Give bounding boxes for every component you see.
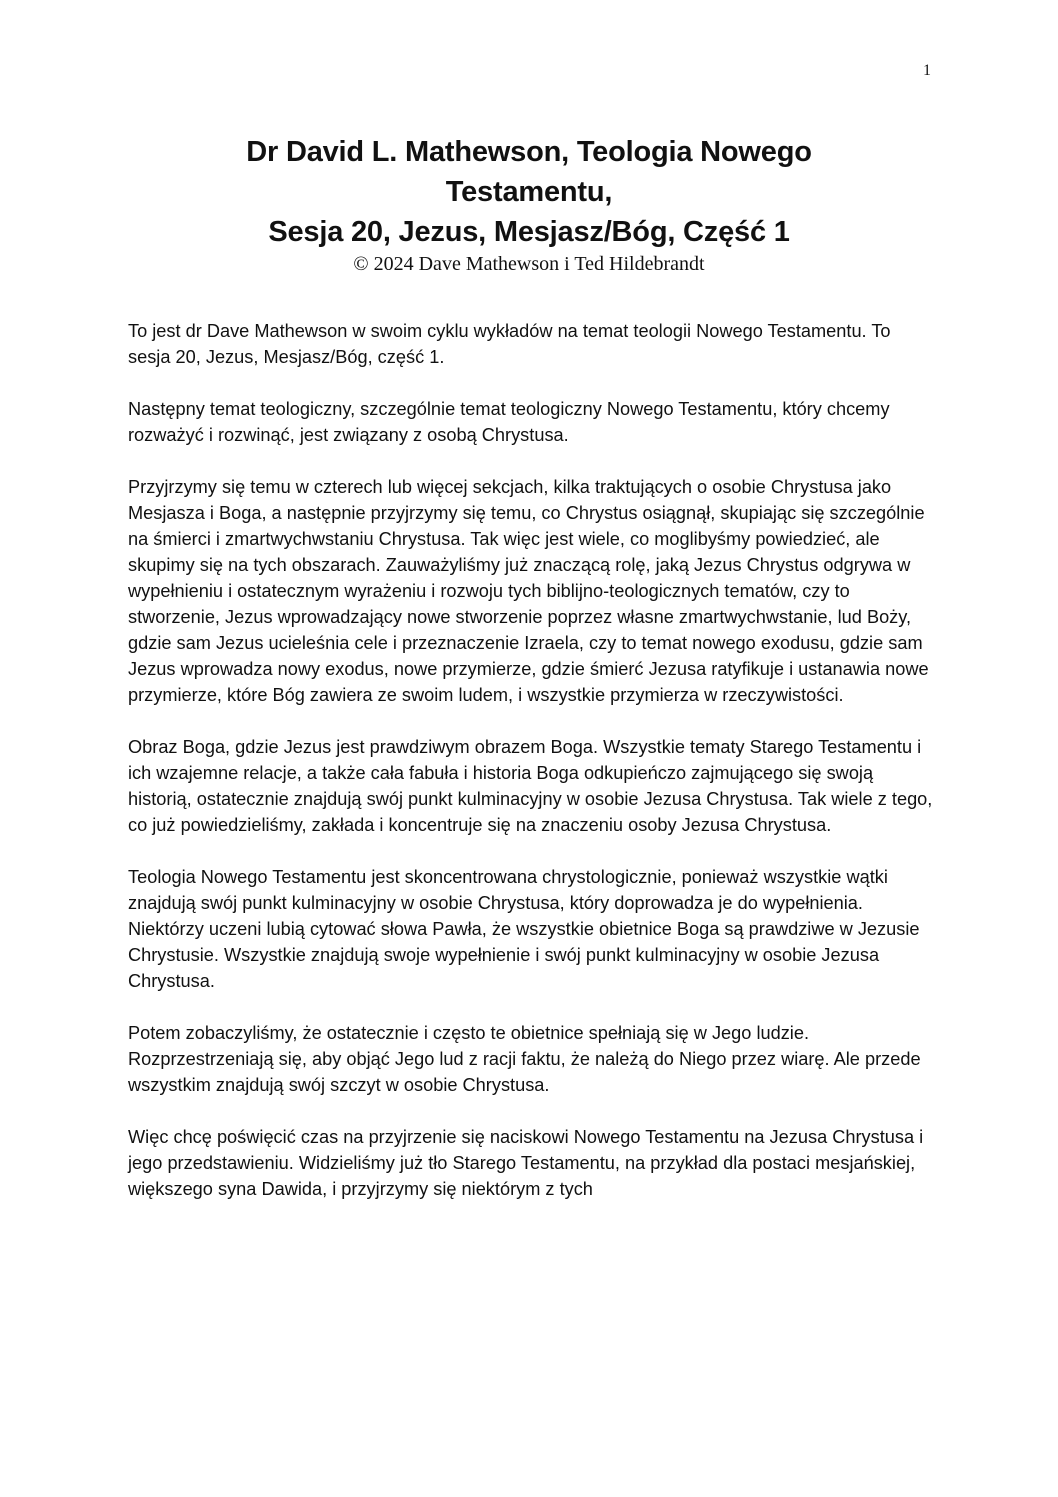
paragraph-5: Teologia Nowego Testamentu jest skoncentrowana chrystologicznie, ponieważ wszystkie wątki znajdują swój punkt kulminacyjny w osobie Chrystusa, który doprowadza je do wypełnienia. Niektórzy uczeni lubią cytować słowa Pawła, że wszystkie obietnice Boga są prawdziwe w Jezusie Chrystusie. Wszystkie znajdują swoje wypełnienie i swój punkt kulminacyjny w osobie Jezusa Chrystusa. [128,867,920,991]
paragraph-4: Obraz Boga, gdzie Jezus jest prawdziwym obrazem Boga. Wszystkie tematy Starego Testamentu i ich wzajemne relacje, a także cała fabuła i historia Boga odkupieńczo zajmującego się swoją historią, ostatecznie znajdują swój punkt kulminacyjny w osobie Jezusa Chrystusa. Tak wiele z tego, co już powiedzieliśmy, zakłada i koncentruje się na znaczeniu osoby Jezusa Chrystusa. [128,737,933,835]
paragraph-6: Potem zobaczyliśmy, że ostatecznie i często te obietnice spełniają się w Jego ludzie. Rozprzestrzeniają się, aby objąć Jego lud z racji faktu, że należą do Niego przez wiarę. Ale przede wszystkim znajdują swój szczyt w osobie Chrystusa. [128,1023,921,1095]
title-line-2: Testamentu, [445,176,613,208]
title-line-1: Dr David L. Mathewson, Teologia Nowego [246,136,812,168]
paragraph-1: To jest dr Dave Mathewson w swoim cyklu wykładów na temat teologii Nowego Testamentu. To sesja 20, Jezus, Mesjasz/Bóg, część 1. [128,321,891,367]
copyright-notice: © 2024 Dave Mathewson i Ted Hildebrandt [353,253,705,275]
paragraph-2: Następny temat teologiczny, szczególnie temat teologiczny Nowego Testamentu, który chcemy rozważyć i rozwinąć, jest związany z osobą Chrystusa. [128,399,890,445]
title-line-3: Sesja 20, Jezus, Mesjasz/Bóg, Część 1 [268,216,790,248]
page-number: 1 [923,62,931,79]
body-text [128,318,938,1228]
title-block [100,132,958,276]
paragraph-7: Więc chcę poświęcić czas na przyjrzenie się naciskowi Nowego Testamentu na Jezusa Chrystusa i jego przedstawieniu. Widzieliśmy już tło Starego Testamentu, na przykład dla postaci mesjańskiej, większego syna Dawida, i przyjrzymy się niektórym z tych [128,1127,924,1199]
paragraph-3: Przyjrzymy się temu w czterech lub więcej sekcjach, kilka traktujących o osobie Chrystusa jako Mesjasza i Boga, a następnie przyjrzymy się temu, co Chrystus osiągnął, skupiając się szczególnie na śmierci i zmartwychwstaniu Chrystusa. Tak więc jest wiele, co moglibyśmy powiedzieć, ale skupimy się na tych obszarach. Zauważyliśmy już znaczącą rolę, jaką Jezus Chrystus odgrywa w wypełnieniu i ostatecznym wyrażeniu i rozwoju tych biblijno-teologicznych tematów, czy to stworzenie, Jezus wprowadzający nowe stworzenie poprzez własne zmartwychwstanie, lud Boży, gdzie sam Jezus ucieleśnia cele i przeznaczenie Izraela, czy to temat nowego exodusu, gdzie sam Jezus wprowadza nowy exodus, nowe przymierze, gdzie śmierć Jezusa ratyfikuje i ustanawia nowe przymierze, które Bóg zawiera ze swoim ludem, i wszystkie przymierza w rzeczywistości. [128,477,929,705]
